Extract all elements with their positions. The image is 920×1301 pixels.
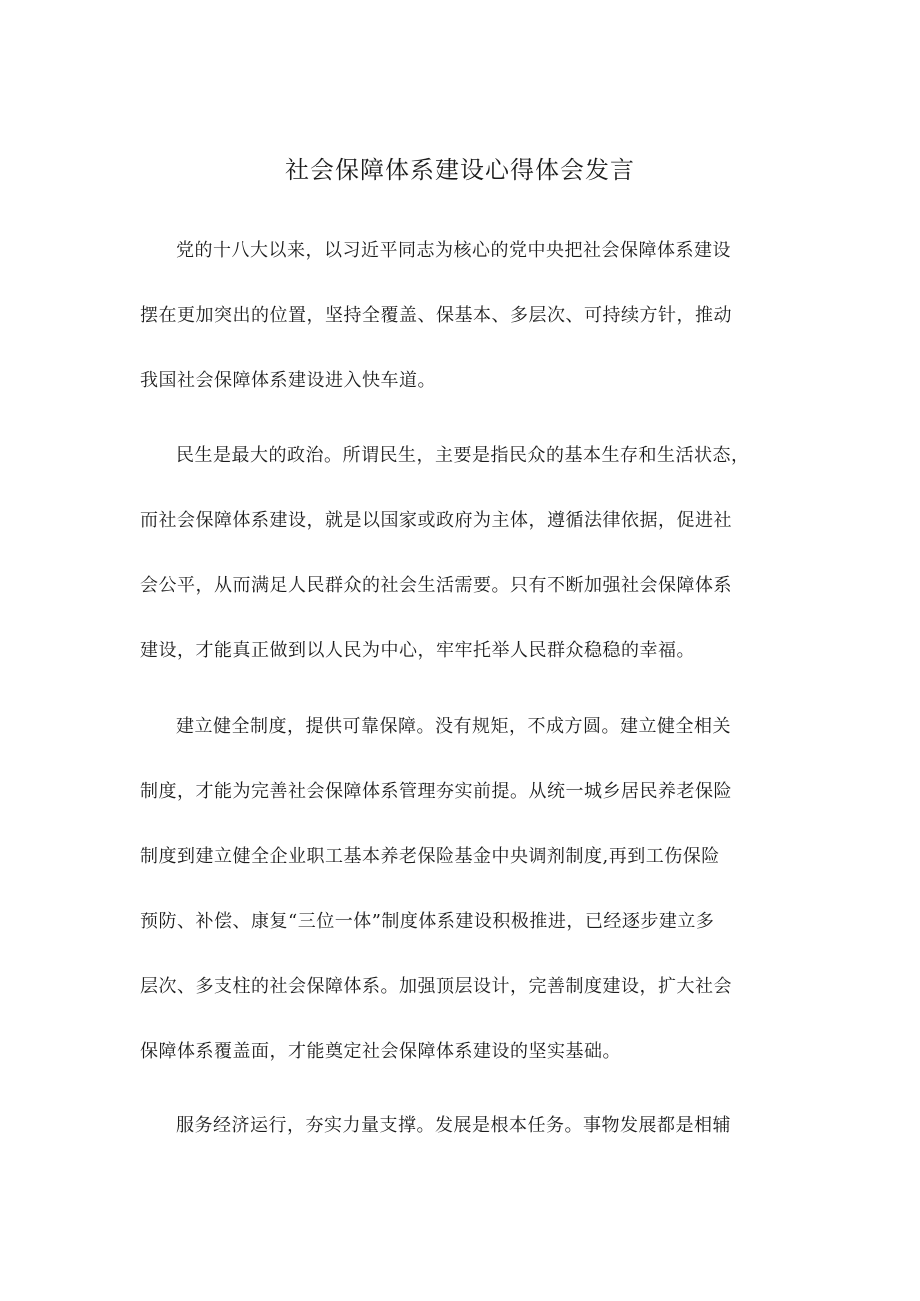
paragraph (140, 1111, 800, 1176)
paragraph (140, 712, 800, 1102)
paragraph-line: 服务经济运行，夯实力量支撑。发展是根本任务。事物发展都是相辅 (176, 1115, 731, 1136)
paragraph-line: 保障体系覆盖面，才能奠定社会保障体系建设的坚实基础。 (140, 1041, 621, 1062)
paragraph-line: 制度到建立健全企业职工基本养老保险基金中央调剂制度,再到工伤保险 (140, 846, 720, 867)
document-title: 社会保障体系建设心得体会发言 (285, 156, 635, 184)
paragraph-line: 会公平，从而满足人民群众的社会生活需要。只有不断加强社会保障体系 (140, 575, 732, 596)
paragraph-line: 我国社会保障体系建设进入快车道。 (140, 370, 436, 391)
paragraph-line: 摆在更加突出的位置，坚持全覆盖、保基本、多层次、可持续方针，推动 (140, 305, 732, 326)
paragraph-line: 层次、多支柱的社会保障体系。加强顶层设计，完善制度建设，扩大社会 (140, 976, 732, 997)
paragraph-line: 建立健全制度，提供可靠保障。没有规矩，不成方圆。建立健全相关 (176, 716, 731, 737)
paragraph-line: 预防、补偿、康复“三位一体”制度体系建设积极推进，已经逐步建立多 (140, 911, 715, 932)
paragraph-line: 而社会保障体系建设，就是以国家或政府为主体，遵循法律依据，促进社 (140, 510, 732, 531)
paragraph-line: 党的十八大以来，以习近平同志为核心的党中央把社会保障体系建设 (176, 240, 731, 261)
paragraph (140, 236, 800, 431)
paragraph-line: 建设，才能真正做到以人民为中心，牢牢托举人民群众稳稳的幸福。 (140, 640, 695, 661)
paragraph-line: 制度，才能为完善社会保障体系管理夯实前提。从统一城乡居民养老保险 (140, 781, 732, 802)
paragraph (140, 441, 800, 701)
paragraph-line: 民生是最大的政治。所谓民生，主要是指民众的基本生存和生活状态， (176, 445, 750, 466)
